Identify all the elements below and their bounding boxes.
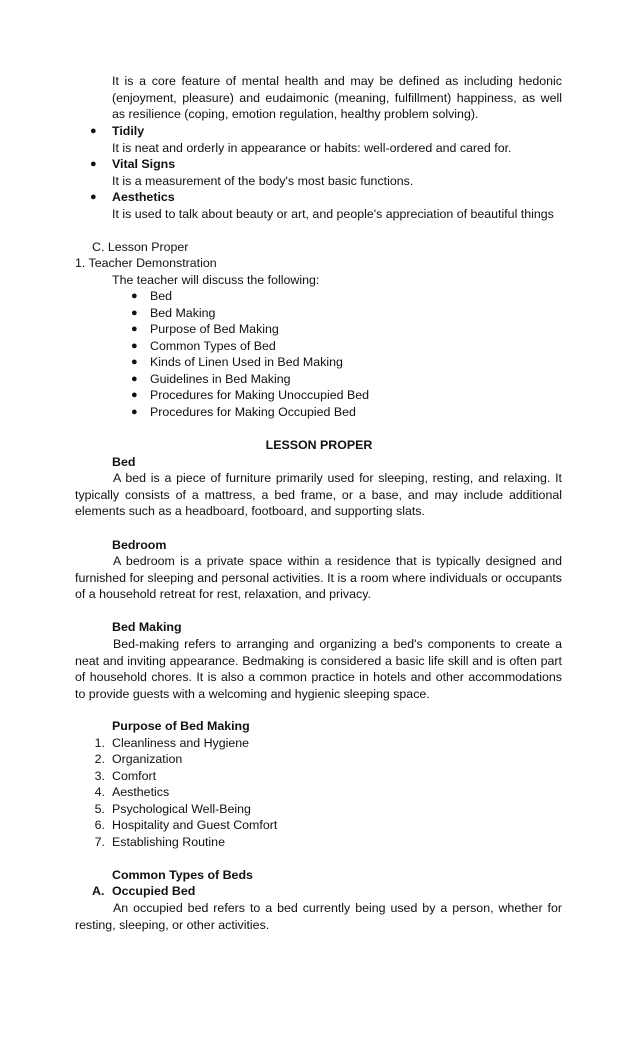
term-title: Tidily <box>112 124 145 138</box>
bullet-icon: ● <box>131 323 138 335</box>
bullet-icon: ● <box>90 125 97 137</box>
occupied-bed-paragraph: An occupied bed refers to a bed currently being used by a person, whether for resting, sleeping, or other activities. <box>75 901 562 932</box>
purpose-item: Hospitality and Guest Comfort <box>112 818 278 832</box>
bed-making-paragraph: Bed-making refers to arranging and organizing a bed's components to create a neat and inviting appearance. Bedmaking is considered a basic life skill and is often part of household chores. It is also a common practice in hotels and other accommodations to provide guests with a welcoming and hygienic sleeping space. <box>75 637 562 701</box>
term-title: Aesthetics <box>112 190 175 204</box>
purpose-heading: Purpose of Bed Making <box>112 719 250 733</box>
topic-item: Procedures for Making Occupied Bed <box>150 405 356 419</box>
purpose-item: Cleanliness and Hygiene <box>112 736 250 750</box>
list-number: 5. <box>94 802 105 816</box>
bullet-icon: ● <box>131 307 138 319</box>
topic-item: Bed Making <box>150 306 216 320</box>
sub-section-letter: A. <box>92 884 105 898</box>
list-number: 6. <box>94 818 105 832</box>
bullet-icon: ● <box>131 356 138 368</box>
list-number: 4. <box>94 785 105 799</box>
topic-item: Guidelines in Bed Making <box>150 372 291 386</box>
bullet-icon: ● <box>131 373 138 385</box>
purpose-item: Establishing Routine <box>112 835 225 849</box>
bullet-icon: ● <box>131 389 138 401</box>
bullet-icon: ● <box>131 290 138 302</box>
bullet-icon: ● <box>90 158 97 170</box>
topic-item: Procedures for Making Unoccupied Bed <box>150 388 370 402</box>
purpose-item: Psychological Well-Being <box>112 802 251 816</box>
purpose-item: Organization <box>112 752 183 766</box>
term-definition: It is a measurement of the body's most basic functions. <box>112 174 414 188</box>
topic-item: Bed <box>150 289 173 303</box>
list-number: 3. <box>94 769 105 783</box>
purpose-item: Aesthetics <box>112 785 170 799</box>
teacher-demonstration-heading: 1. Teacher Demonstration <box>75 256 217 270</box>
term-definition: It is neat and orderly in appearance or habits: well-ordered and cared for. <box>112 141 512 155</box>
intro-paragraph: It is a core feature of mental health and may be defined as including hedonic (enjoyment, pleasure) and eudaimonic (meaning, fulfillment) happiness, as well as resilience (coping, emotion regulation, healthy problem solving). <box>112 74 562 121</box>
occupied-bed-heading: Occupied Bed <box>112 884 196 898</box>
topic-item: Common Types of Bed <box>150 339 276 353</box>
section-heading: C. Lesson Proper <box>92 240 189 254</box>
bed-paragraph: A bed is a piece of furniture primarily used for sleeping, resting, and relaxing. It typically consists of a mattress, a bed frame, or a base, and may include additional elements such as a headboard, footboard, and supporting slats. <box>75 471 562 518</box>
term-definition: It is used to talk about beauty or art, and people's appreciation of beautiful things <box>112 207 554 221</box>
bedroom-heading: Bedroom <box>112 538 167 552</box>
bedroom-paragraph: A bedroom is a private space within a residence that is typically designed and furnished for sleeping and personal activities. It is a room where individuals or occupants of a household retreat for rest, relaxation, and privacy. <box>75 554 562 601</box>
list-number: 1. <box>94 736 105 750</box>
term-title: Vital Signs <box>112 157 176 171</box>
bullet-icon: ● <box>131 340 138 352</box>
bed-heading: Bed <box>112 455 136 469</box>
list-number: 2. <box>94 752 105 766</box>
bullet-icon: ● <box>90 191 97 203</box>
teacher-intro: The teacher will discuss the following: <box>112 273 320 287</box>
topic-item: Purpose of Bed Making <box>150 322 279 336</box>
types-heading: Common Types of Beds <box>112 868 253 882</box>
bed-making-heading: Bed Making <box>112 620 182 634</box>
bullet-icon: ● <box>131 406 138 418</box>
lesson-proper-heading: LESSON PROPER <box>265 438 373 452</box>
purpose-item: Comfort <box>112 769 157 783</box>
topic-item: Kinds of Linen Used in Bed Making <box>150 355 343 369</box>
list-number: 7. <box>94 835 105 849</box>
